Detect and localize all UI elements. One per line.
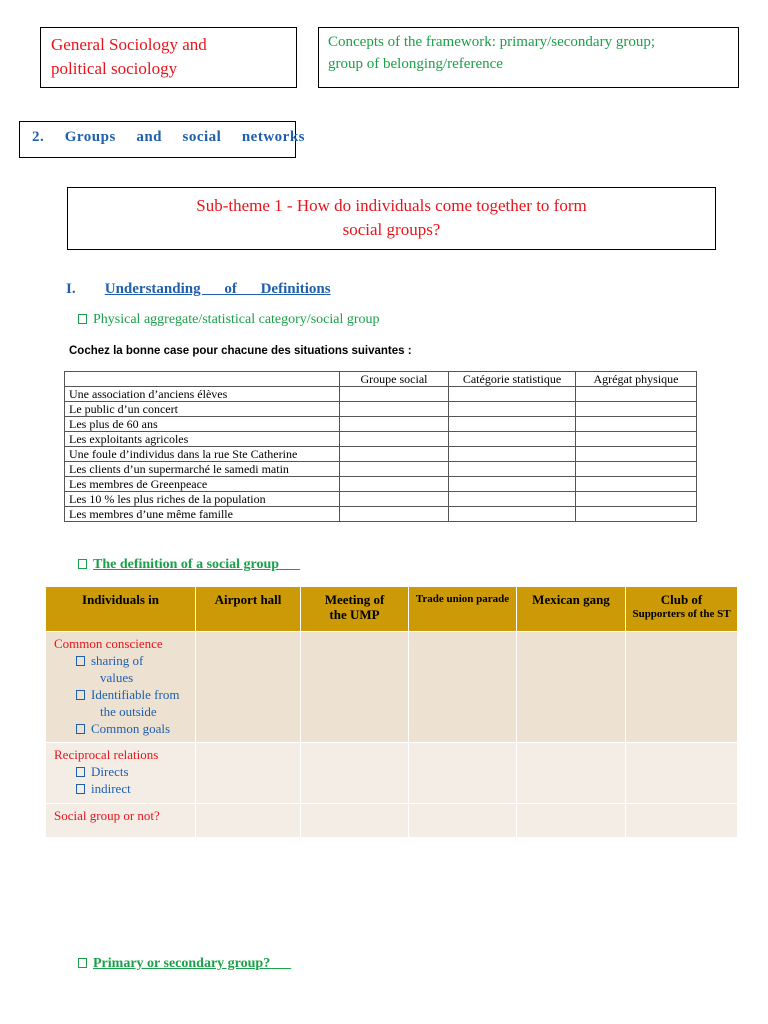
checkbox-cell[interactable] xyxy=(576,402,697,417)
subtheme-line1: Sub-theme 1 - How do individuals come together to form xyxy=(196,196,587,215)
table-cell[interactable] xyxy=(409,632,517,743)
square-bullet-icon xyxy=(78,559,87,569)
checkbox-cell[interactable] xyxy=(449,477,576,492)
bullet-text: The definition of a social group xyxy=(93,557,280,572)
header-club-supporters: Club of Supporters of the ST xyxy=(626,587,738,632)
course-title-line1: General Sociology and xyxy=(51,35,207,54)
table-header-cell: Catégorie statistique xyxy=(449,372,576,387)
checkbox-cell[interactable] xyxy=(340,447,449,462)
table-row xyxy=(65,387,697,402)
situation-label: Les 10 % les plus riches de la population xyxy=(65,492,340,507)
header-airport-hall: Airport hall xyxy=(196,587,301,632)
subtheme-box xyxy=(67,187,716,250)
table-header-blank xyxy=(65,372,340,387)
checkbox-cell[interactable] xyxy=(449,387,576,402)
bullet-definition-social-group xyxy=(78,557,300,573)
table-row xyxy=(65,507,697,522)
situation-label: Une association d’anciens élèves xyxy=(65,387,340,402)
situation-label: Les membres de Greenpeace xyxy=(65,477,340,492)
header-trade-union-parade: Trade union parade xyxy=(409,587,517,632)
table-cell[interactable] xyxy=(626,743,738,804)
row-label-social-group-or-not: Social group or not? xyxy=(46,803,196,837)
situation-label: Une foule d’individus dans la rue Ste Catherine xyxy=(65,447,340,462)
table-row xyxy=(65,447,697,462)
table-cell[interactable] xyxy=(196,743,301,804)
situation-label: Le public d’un concert xyxy=(65,402,340,417)
checkbox-cell[interactable] xyxy=(576,477,697,492)
checkbox-cell[interactable] xyxy=(340,417,449,432)
checkbox-cell[interactable] xyxy=(576,417,697,432)
situation-label: Les exploitants agricoles xyxy=(65,432,340,447)
table-cell[interactable] xyxy=(517,632,626,743)
header-individuals-in: Individuals in xyxy=(46,587,196,632)
table-row xyxy=(65,432,697,447)
table-cell[interactable] xyxy=(517,803,626,837)
checkbox-cell[interactable] xyxy=(340,477,449,492)
checkbox-cell[interactable] xyxy=(449,462,576,477)
table-cell[interactable] xyxy=(196,803,301,837)
table-row xyxy=(46,803,738,837)
concepts-box xyxy=(318,27,739,88)
bullet-text: Primary or secondary group? xyxy=(93,956,271,971)
table-row xyxy=(65,492,697,507)
checkbox-cell[interactable] xyxy=(340,507,449,522)
checkbox-cell[interactable] xyxy=(576,492,697,507)
square-bullet-icon xyxy=(78,314,87,324)
table-row xyxy=(65,477,697,492)
checkbox-cell[interactable] xyxy=(576,462,697,477)
checkbox-cell[interactable] xyxy=(340,402,449,417)
classification-table xyxy=(64,371,697,522)
table-cell[interactable] xyxy=(409,803,517,837)
square-bullet-icon xyxy=(78,958,87,968)
table-cell[interactable] xyxy=(301,743,409,804)
chapter-title: 2. Groups and social networks xyxy=(32,129,306,145)
checkbox-cell[interactable] xyxy=(449,432,576,447)
checkbox-cell[interactable] xyxy=(340,462,449,477)
bullet-physical-aggregate xyxy=(78,312,380,328)
checkbox-cell[interactable] xyxy=(576,447,697,462)
situation-label: Les membres d’une même famille xyxy=(65,507,340,522)
row-label-reciprocal-relations: Reciprocal relations Directs indirect xyxy=(46,743,196,804)
header-meeting-ump: Meeting of the UMP xyxy=(301,587,409,632)
table-cell[interactable] xyxy=(626,803,738,837)
table-cell[interactable] xyxy=(517,743,626,804)
bullet-primary-secondary xyxy=(78,956,291,972)
table-row xyxy=(65,417,697,432)
checkbox-cell[interactable] xyxy=(340,387,449,402)
course-title-box xyxy=(40,27,297,88)
concepts-line2: group of belonging/reference xyxy=(328,56,503,72)
table-row xyxy=(46,743,738,804)
table-row xyxy=(65,402,697,417)
situation-label: Les clients d’un supermarché le samedi matin xyxy=(65,462,340,477)
checkbox-cell[interactable] xyxy=(340,492,449,507)
table-header-cell: Groupe social xyxy=(340,372,449,387)
checkbox-cell[interactable] xyxy=(449,417,576,432)
checkbox-cell[interactable] xyxy=(449,492,576,507)
table-row xyxy=(65,462,697,477)
checkbox-cell[interactable] xyxy=(576,507,697,522)
section-heading xyxy=(66,281,331,298)
table-header-row xyxy=(65,372,697,387)
section-title: Understanding of Definitions xyxy=(104,281,331,297)
table-header-cell: Agrégat physique xyxy=(576,372,697,387)
chapter-title-box xyxy=(19,121,306,158)
table-header-row xyxy=(46,587,738,632)
table-cell[interactable] xyxy=(409,743,517,804)
checkbox-cell[interactable] xyxy=(449,402,576,417)
header-mexican-gang: Mexican gang xyxy=(517,587,626,632)
checkbox-cell[interactable] xyxy=(576,432,697,447)
course-title-line2: political sociology xyxy=(51,59,178,78)
checkbox-cell[interactable] xyxy=(449,447,576,462)
bullet-text: Physical aggregate/statistical category/social group xyxy=(93,312,380,327)
subtheme-line2: social groups? xyxy=(342,220,441,239)
row-label-common-conscience: Common conscience sharing of values Identifiable from the outside Common goals xyxy=(46,632,196,743)
checkbox-cell[interactable] xyxy=(340,432,449,447)
concepts-line1: Concepts of the framework: primary/secondary group; xyxy=(328,34,655,50)
table-cell[interactable] xyxy=(196,632,301,743)
checkbox-cell[interactable] xyxy=(576,387,697,402)
social-group-table xyxy=(45,586,738,838)
table-cell[interactable] xyxy=(301,632,409,743)
section-number: I. xyxy=(66,281,76,297)
table-cell[interactable] xyxy=(626,632,738,743)
instruction-text: Cochez la bonne case pour chacune des situations suivantes : xyxy=(69,345,412,357)
table-row xyxy=(46,632,738,743)
checkbox-cell[interactable] xyxy=(449,507,576,522)
table-cell[interactable] xyxy=(301,803,409,837)
situation-label: Les plus de 60 ans xyxy=(65,417,340,432)
